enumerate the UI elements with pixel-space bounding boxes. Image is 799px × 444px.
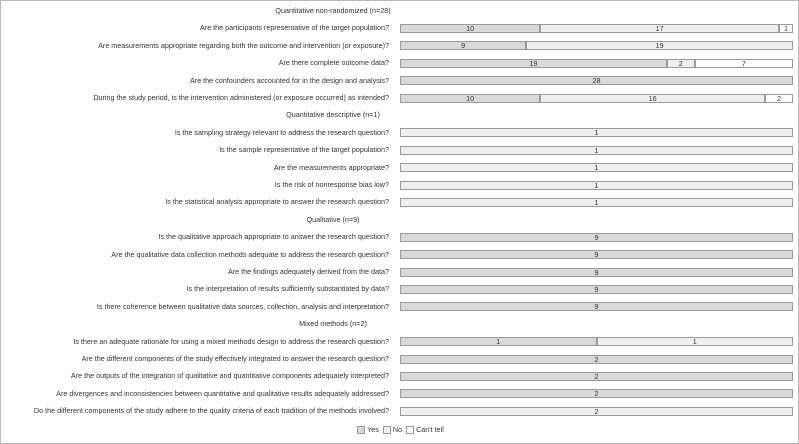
data-label: 10 — [466, 23, 475, 33]
data-label: 16 — [648, 93, 657, 103]
legend-label: Can't tell — [416, 425, 444, 434]
legend-swatch — [383, 426, 391, 434]
section-title: Mixed methods (n=2) — [299, 319, 367, 329]
data-label: 2 — [594, 389, 599, 399]
question-label: Are the findings adequately derived from the data? — [227, 267, 389, 276]
question-label: Do the different components of the study adhere to the quality criteria of each tradition of the methods involved? — [33, 406, 389, 416]
data-label: 10 — [466, 93, 475, 103]
legend-item — [357, 425, 379, 434]
data-label: 1 — [594, 145, 599, 155]
data-label: 1 — [496, 337, 501, 347]
data-label: 9 — [594, 302, 599, 312]
question-label: Are the confounders accounted for in the design and analysis? — [190, 75, 389, 85]
question-label: Are the outputs of the integration of qualitative and quantitative components adequately interpreted? — [70, 371, 389, 381]
data-label: 9 — [594, 267, 599, 277]
question-label: Is there an adequate rationale for using a mixed methods design to address the research question? — [73, 336, 389, 346]
question-label: Are divergences and inconsistencies between quantitative and qualitative results adequately addressed? — [56, 388, 389, 398]
question-label: Is the sample representative of the target population? — [219, 145, 389, 155]
data-label: 28 — [592, 76, 601, 86]
section-title: Quantitative descriptive (n=1) — [286, 110, 380, 120]
section-title: Qualitative (n=9) — [306, 214, 360, 224]
data-label: 1 — [594, 180, 599, 190]
data-label: 9 — [594, 284, 599, 294]
legend-swatch — [406, 426, 414, 434]
legend-item — [406, 425, 444, 434]
question-label: During the study period, is the intervention administered (or exposure occurred) as intended? — [93, 93, 389, 102]
question-label: Are there complete outcome data? — [278, 58, 389, 68]
data-label: 1 — [692, 337, 697, 347]
question-label: Are the different components of the study effectively integrated to answer the research question? — [81, 354, 389, 363]
data-label: 2 — [678, 58, 683, 68]
data-label: 2 — [594, 354, 599, 364]
section-title: Quantitative non-randomized (n=28) — [275, 6, 391, 15]
data-label: 2 — [594, 406, 599, 416]
question-label: Is the sampling strategy relevant to address the research question? — [174, 127, 389, 137]
data-label: 1 — [594, 163, 599, 173]
data-label: 1 — [594, 128, 599, 138]
question-label: Are the measurements appropriate? — [273, 162, 389, 172]
data-label: 2 — [594, 371, 599, 381]
question-label: Is the risk of nonresponse bias low? — [274, 180, 389, 189]
data-label: 1 — [594, 197, 599, 207]
question-label: Is the statistical analysis appropriate to answer the research question? — [165, 197, 389, 207]
question-label: Are measurements appropriate regarding both the outcome and intervention (or exposure)? — [98, 40, 389, 50]
legend-label: No — [392, 425, 403, 434]
question-label: Is the qualitative approach appropriate to answer the research question? — [158, 232, 389, 242]
data-label: 2 — [776, 93, 781, 103]
legend-label: Yes — [367, 425, 379, 434]
data-label: 19 — [529, 58, 538, 68]
question-label: Is the interpretation of results sufficiently substantiated by data? — [186, 284, 389, 294]
legend-item — [383, 425, 402, 434]
question-label: Are the qualitative data collection methods adequate to address the research question? — [111, 249, 389, 259]
data-label: 1 — [783, 23, 788, 33]
question-label: Are the participants representative of the target population? — [200, 23, 389, 33]
legend-swatch — [357, 426, 365, 434]
data-label: 9 — [461, 41, 466, 51]
data-label: 7 — [741, 58, 746, 68]
data-label: 17 — [655, 23, 664, 33]
legend — [1, 425, 799, 436]
data-label: 9 — [594, 232, 599, 242]
data-label: 9 — [594, 250, 599, 260]
data-label: 19 — [655, 41, 664, 51]
question-label: Is there coherence between qualitative data sources, collection, analysis and interpretation? — [96, 301, 389, 311]
